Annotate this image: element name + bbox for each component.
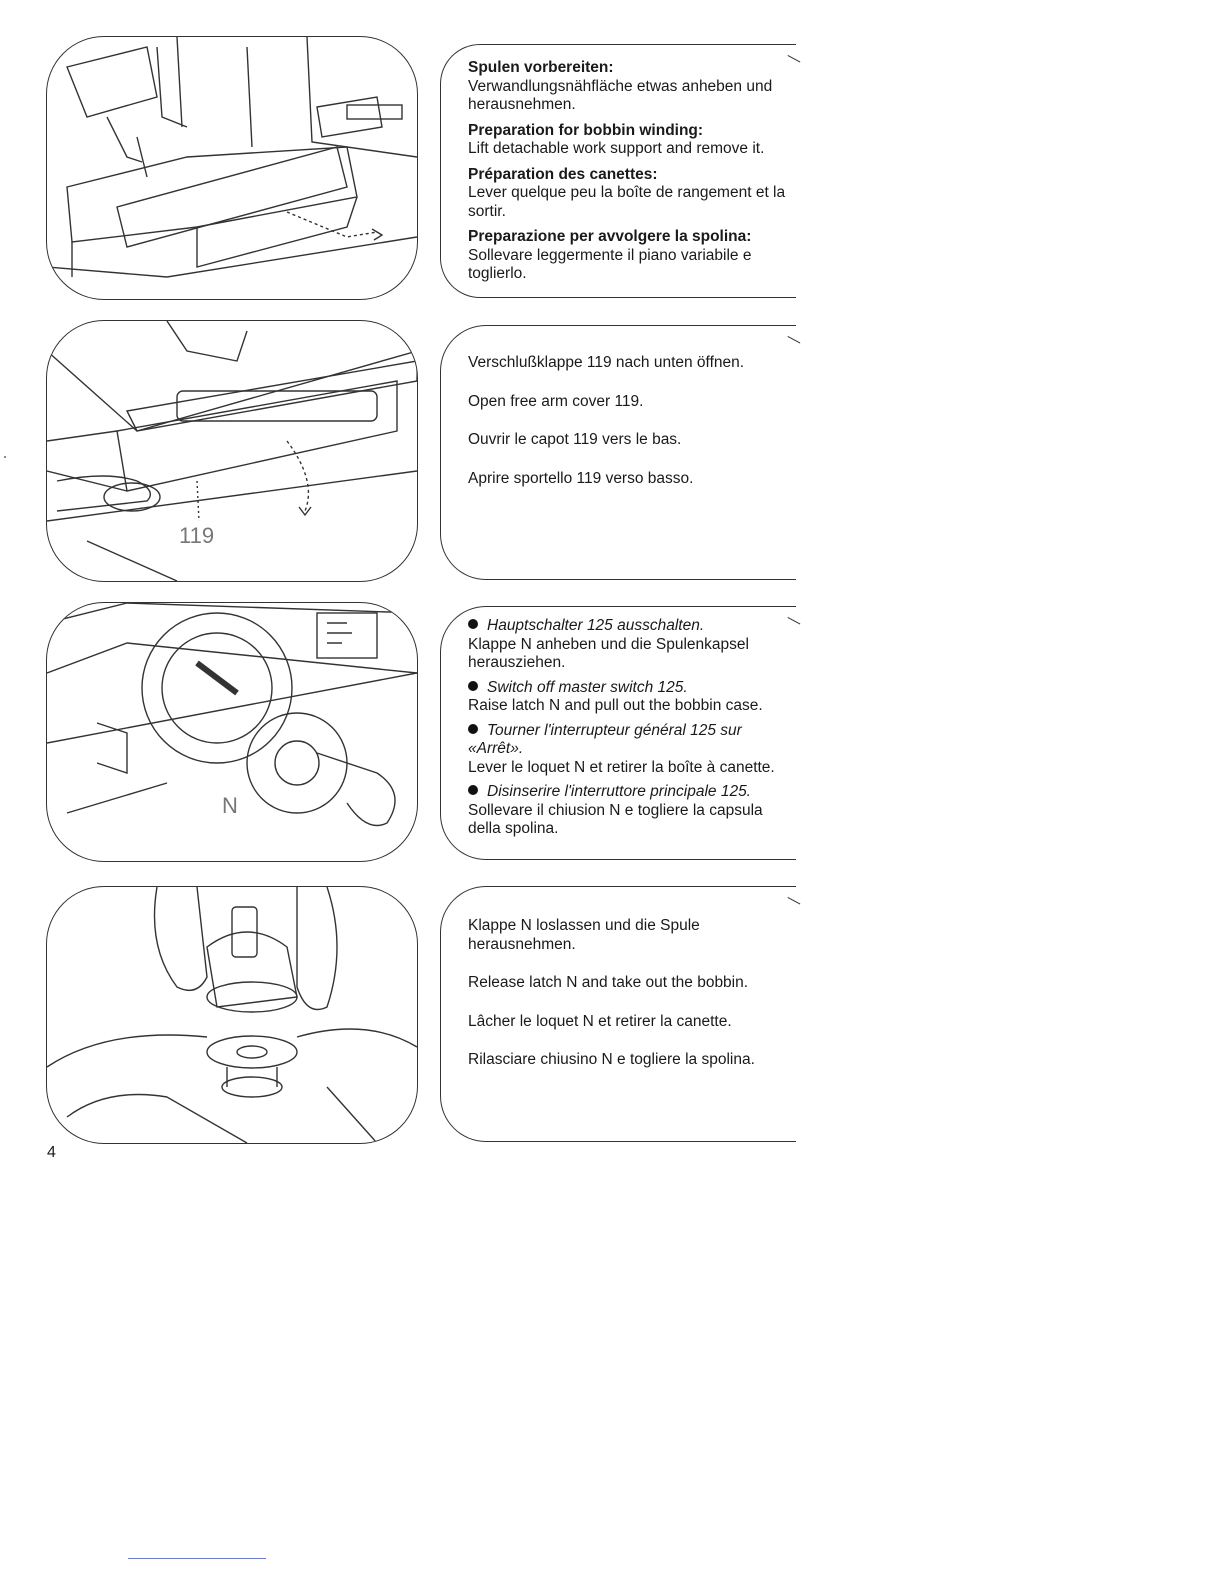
text-en: Raise latch N and pull out the bobbin case. xyxy=(468,697,763,714)
instruction-box-bobbin-removal xyxy=(440,886,796,1142)
label-latch-n: N xyxy=(222,793,238,818)
text-de: Verwandlungsnähfläche etwas anheben und herausnehmen. xyxy=(468,77,773,113)
bullet-it: Disinserire l'interruttore principale 125. xyxy=(468,783,796,802)
page-number: 4 xyxy=(47,1144,56,1161)
heading-en: Preparation for bobbin winding: xyxy=(468,121,704,139)
text-de: Verschlußklappe 119 nach unten öffnen. xyxy=(468,354,745,371)
bullet-dot-icon xyxy=(468,681,478,691)
instruction-box-bobbin-case xyxy=(440,606,796,860)
bullet-fr: Tourner l'interrupteur général 125 sur «Arrêt». xyxy=(468,721,742,757)
text-en: Lift detachable work support and remove it. xyxy=(468,140,765,157)
text-it: Sollevare leggermente il piano variabile e toglierlo. xyxy=(468,246,752,282)
instruction-box-bobbin-preparation xyxy=(440,44,796,298)
text-fr: Lever le loquet N et retirer la boîte à canette. xyxy=(468,758,775,776)
heading-it: Preparazione per avvolgere la spolina: xyxy=(468,228,752,245)
text-it: Aprire sportello 119 verso basso. xyxy=(468,469,694,487)
heading-fr: Préparation des canettes: xyxy=(468,165,658,183)
text-en: Release latch N and take out the bobbin. xyxy=(468,974,749,991)
illustration-free-arm-cover xyxy=(46,320,418,582)
illustration-bobbin-case xyxy=(46,602,418,862)
label-119: 119 xyxy=(179,523,215,548)
text-it: Rilasciare chiusino N e togliere la spolina. xyxy=(468,1051,755,1068)
illustration-work-support xyxy=(46,36,418,300)
bullet-en: Switch off master switch 125. xyxy=(468,679,796,698)
footer-rule xyxy=(128,1558,266,1559)
instruction-box-free-arm-cover xyxy=(440,325,796,580)
margin-mark xyxy=(4,456,6,458)
bullet-de: Hauptschalter 125 ausschalten. xyxy=(468,617,796,636)
heading-de: Spulen vorbereiten: xyxy=(468,59,614,76)
text-fr: Ouvrir le capot 119 vers le bas. xyxy=(468,431,682,448)
text-de: Klappe N loslassen und die Spule herausnehmen. xyxy=(468,917,700,953)
text-fr: Lever quelque peu la boîte de rangement et la sortir. xyxy=(468,184,786,220)
text-it: Sollevare il chiusion N e togliere la capsula della spolina. xyxy=(468,801,763,837)
bullet-dot-icon xyxy=(468,619,478,629)
illustration-bobbin-removal xyxy=(46,886,418,1144)
text-fr: Lâcher le loquet N et retirer la canette. xyxy=(468,1012,732,1030)
bullet-dot-icon xyxy=(468,785,478,795)
bullet-dot-icon xyxy=(468,724,478,734)
text-de: Klappe N anheben und die Spulenkapsel herausziehen. xyxy=(468,635,749,671)
text-en: Open free arm cover 119. xyxy=(468,392,644,410)
